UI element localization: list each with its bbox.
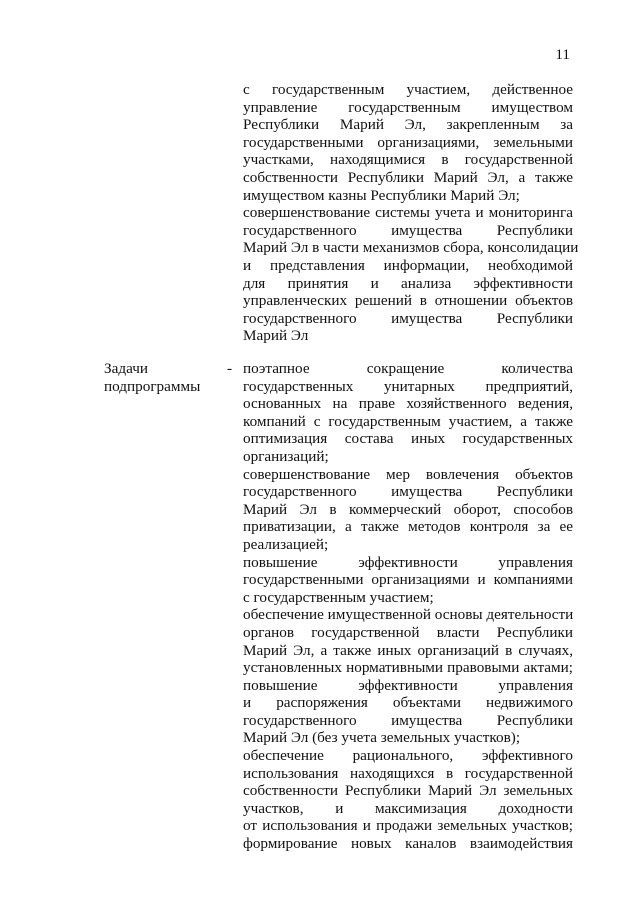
text-line: основанных на праве хозяйственного ведения, (243, 395, 573, 413)
label-line: подпрограммы (104, 377, 201, 395)
text-line: совершенствование системы учета и мониторинга (243, 204, 573, 222)
text-line: оптимизация состава иных государственных (243, 430, 573, 448)
text-line: и распоряжения объектами недвижимого (243, 694, 573, 712)
text-line: организаций; (243, 447, 329, 465)
text-line: управленческих решений в отношении объектов (243, 292, 573, 310)
text-line: Марий Эл (243, 327, 309, 345)
label-line: Задачи (104, 360, 148, 377)
text-line: компаний с государственным участием, а также (243, 412, 573, 430)
text-line: для принятия и анализа эффективности (243, 274, 573, 292)
text-line: государственными организациями, земельными (243, 133, 573, 151)
text-line: повышение эффективности управления (243, 553, 573, 571)
text-line: повышение эффективности управления (243, 676, 573, 694)
text-line: Марий Эл (без учета земельных участков); (243, 729, 521, 747)
text-line: органов государственной власти Республики (243, 623, 573, 641)
text-line: формирование новых каналов взаимодействия (243, 835, 573, 853)
text-line: Марий Эл в части механизмов сбора, консолидации (243, 239, 579, 257)
text-line: совершенствование мер вовлечения объектов (243, 465, 573, 483)
text-line: обеспечение имущественной основы деятельности (243, 606, 574, 624)
text-line: имуществом казны Республики Марий Эл; (243, 186, 520, 204)
text-line: государственного имущества Республики (243, 483, 573, 501)
goals-continuation-text (243, 81, 579, 345)
text-line: с государственным участием; (243, 588, 434, 606)
text-line: собственности Республики Марий Эл земельных (243, 782, 573, 800)
tasks-text (243, 360, 573, 853)
text-line: государственного имущества Республики (243, 221, 573, 239)
text-line: государственными организациями и компаниями (243, 571, 573, 589)
text-line: поэтапное сокращение количества (243, 360, 573, 377)
tasks-label (104, 360, 234, 395)
page-number: 11 (555, 46, 570, 63)
text-line: установленных нормативными правовыми актами; (243, 659, 573, 677)
text-line: использования находящихся в государственной (243, 764, 573, 782)
text-line: и представления информации, необходимой (243, 256, 573, 274)
text-line: государственного имущества Республики (243, 309, 573, 327)
text-line: от использования и продажи земельных участков; (243, 817, 573, 835)
text-line: государственных унитарных предприятий, (243, 377, 573, 395)
text-line: приватизации, а также методов контроля за ее (243, 518, 573, 536)
text-line: участками, находящимися в государственной (243, 151, 573, 169)
text-line: обеспечение рационального, эффективного (243, 747, 573, 765)
text-line: управление государственным имуществом (243, 98, 573, 116)
label-dash: - (227, 360, 233, 377)
text-line: участков, и максимизация доходности (243, 799, 573, 817)
text-line: Марий Эл, а также иных организаций в случаях, (243, 641, 573, 659)
text-line: реализацией; (243, 535, 329, 553)
text-line: государственного имущества Республики (243, 711, 573, 729)
text-line: Марий Эл в коммерческий оборот, способов (243, 500, 573, 518)
text-line: собственности Республики Марий Эл, а также (243, 168, 573, 186)
text-line: с государственным участием, действенное (243, 81, 573, 98)
text-line: Республики Марий Эл, закрепленным за (243, 116, 573, 134)
